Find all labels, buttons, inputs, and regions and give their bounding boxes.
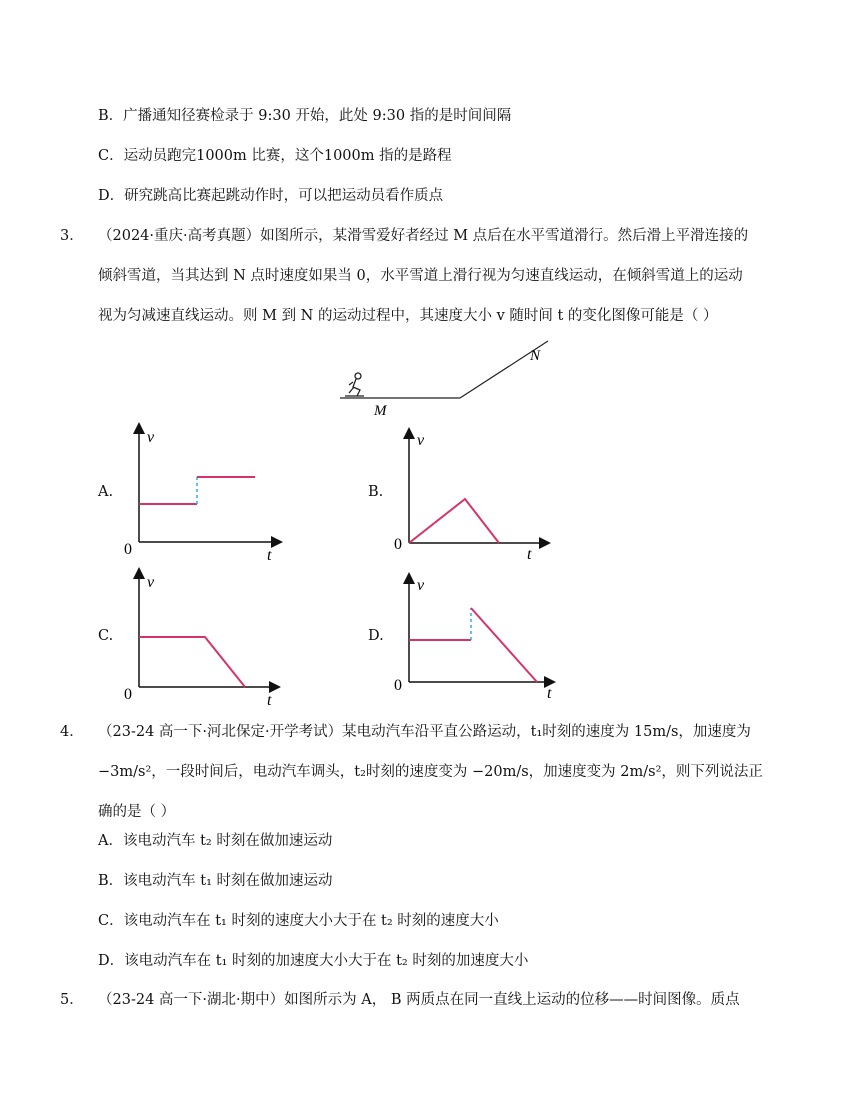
- graph-c-origin: 0: [124, 686, 132, 703]
- graph-c-v-label: v: [147, 574, 155, 591]
- skier-icon: [345, 373, 364, 396]
- graph-a-t-label: t: [267, 547, 272, 560]
- graph-a-v-label: v: [147, 429, 155, 446]
- graph-c: [115, 565, 295, 705]
- q4-option-b: B．该电动汽车 t₁ 时刻在做加速运动: [98, 873, 333, 889]
- graph-d-segment-2: [471, 608, 537, 682]
- graph-d-t-label: t: [547, 685, 552, 700]
- graph-d: [385, 570, 565, 700]
- q4-number: 4．: [60, 724, 84, 740]
- q3-number: 3．: [60, 228, 84, 244]
- graph-b-t-label: t: [527, 546, 532, 563]
- graph-c-curve: [139, 637, 245, 687]
- graph-d-label: D.: [368, 628, 384, 644]
- q4-option-a: A．该电动汽车 t₂ 时刻在做加速运动: [98, 833, 333, 849]
- q5-line-1: （23-24 高一下·湖北·期中）如图所示为 A， B 两质点在同一直线上运动的位移——时间图像。质点: [98, 992, 740, 1008]
- point-n-label: N: [530, 348, 541, 364]
- graph-d-v-label: v: [417, 577, 425, 594]
- graph-a-origin: 0: [124, 541, 132, 558]
- q5-number: 5．: [60, 992, 84, 1008]
- q4-option-d: D．该电动汽车在 t₁ 时刻的加速度大小大于在 t₂ 时刻的加速度大小: [98, 953, 529, 969]
- q3-line-1: （2024·重庆·高考真题）如图所示，某滑雪爱好者经过 M 点后在水平雪道滑行。然后滑上平滑连接的: [98, 228, 749, 244]
- q4-line-2: −3m/s²，一段时间后，电动汽车调头，t₂时刻的速度变为 −20m/s，加速度变为 2m/s²，则下列说法正: [98, 764, 763, 780]
- graph-b-origin: 0: [394, 536, 402, 553]
- graph-b: [385, 425, 565, 565]
- q3-line-2: 倾斜雪道，当其达到 N 点时速度如果当 0，水平雪道上滑行视为匀速直线运动，在倾斜雪道上的运动: [98, 268, 743, 284]
- q4-line-3: 确的是（ ）: [98, 804, 176, 820]
- q4-line-1: （23-24 高一下·河北保定·开学考试）某电动汽车沿平直公路运动，t₁时刻的速度为 15m/s，加速度为: [98, 724, 751, 740]
- graph-b-v-label: v: [417, 432, 425, 449]
- graph-c-t-label: t: [267, 692, 272, 705]
- q2-option-b: B．广播通知径赛检录于 9:30 开始，此处 9:30 指的是时间间隔: [98, 108, 512, 124]
- slope-figure: [330, 335, 560, 420]
- graph-b-curve: [409, 499, 499, 543]
- graph-a: [115, 420, 295, 560]
- q3-line-3: 视为匀减速直线运动。则 M 到 N 的运动过程中，其速度大小 v 随时间 t 的变化图像可能是（ ）: [98, 308, 718, 324]
- graph-b-label: B.: [368, 484, 384, 500]
- graph-c-label: C.: [98, 628, 114, 644]
- q2-option-c: C．运动员跑完1000m 比赛，这个1000m 指的是路程: [98, 148, 452, 164]
- graph-a-label: A.: [98, 484, 114, 500]
- point-m-label: M: [374, 403, 387, 419]
- q4-option-c: C．该电动汽车在 t₁ 时刻的速度大小大于在 t₂ 时刻的速度大小: [98, 913, 499, 929]
- q2-option-d: D．研究跳高比赛起跳动作时，可以把运动员看作质点: [98, 188, 444, 204]
- graph-d-origin: 0: [394, 677, 402, 694]
